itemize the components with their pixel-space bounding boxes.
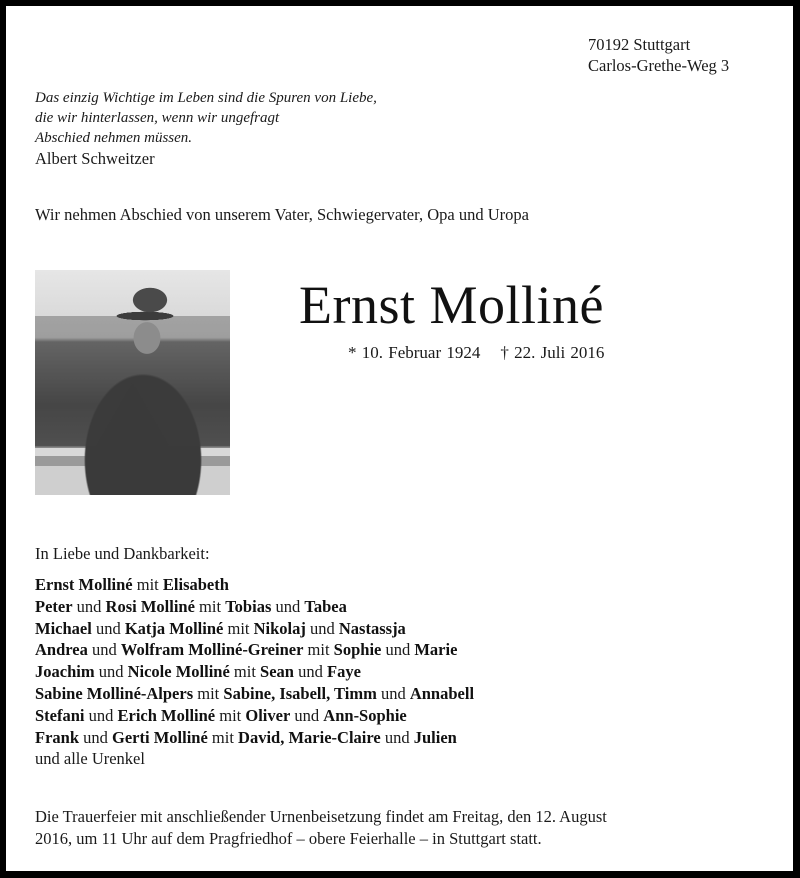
portrait-photo	[35, 270, 230, 495]
family-name: Tabea	[304, 596, 347, 616]
family-member-line	[35, 661, 474, 683]
connector-text: und	[381, 640, 415, 660]
family-member-line	[35, 727, 474, 749]
family-name: Elisabeth	[162, 575, 229, 594]
address-street: Carlos-Grethe-Weg 3	[588, 56, 730, 75]
quote-author: Albert Schweitzer	[35, 149, 155, 168]
quote-line: die wir hinterlassen, wenn wir ungefragt	[35, 110, 280, 126]
ceremony-line: Die Trauerfeier mit anschließender Urnenbeisetzung findet am Freitag, den 12. August	[35, 807, 607, 826]
family-member-line	[35, 596, 474, 618]
connector-text: und	[380, 727, 414, 747]
family-name: Tobias	[225, 596, 272, 616]
family-name: Peter	[35, 596, 73, 616]
connector-text: mit	[303, 640, 334, 660]
ceremony-line: 2016, um 11 Uhr auf dem Pragfriedhof – obere Feierhalle – in Stuttgart statt.	[35, 828, 542, 848]
family-name: Faye	[326, 662, 361, 682]
connector-text: mit	[207, 727, 239, 747]
connector-text: und	[271, 596, 305, 616]
deceased-name: Ernst Molliné	[299, 275, 604, 335]
connector-text: mit	[194, 596, 226, 616]
family-name: Sabine Molliné-Alpers	[35, 683, 194, 703]
connector-text: und	[94, 662, 128, 682]
intro-text: Wir nehmen Abschied von unserem Vater, Schwiegervater, Opa und Uropa	[35, 205, 529, 224]
quote-line: Das einzig Wichtige im Leben sind die Spuren von Liebe,	[35, 90, 377, 106]
family-name: David, Marie-Claire	[238, 727, 381, 747]
connector-text: und	[72, 596, 106, 616]
connector-text: mit	[223, 618, 254, 638]
death-date: † 22. Juli 2016	[500, 343, 605, 362]
family-name: Michael	[35, 618, 92, 638]
family-name: Katja Molliné	[124, 618, 224, 638]
family-member-line	[35, 748, 474, 770]
family-name: Oliver	[245, 705, 291, 725]
connector-text: und	[290, 705, 324, 725]
family-member-line	[35, 683, 474, 705]
connector-text: und	[79, 727, 113, 747]
family-member-line	[35, 574, 474, 596]
connector-text: und	[91, 618, 125, 638]
family-name: Marie	[414, 640, 458, 660]
connector-text: mit	[229, 662, 261, 682]
family-name: Frank	[35, 727, 80, 747]
quote-line: Abschied nehmen müssen.	[35, 130, 193, 146]
family-name: Stefani	[35, 705, 85, 725]
connector-text: mit	[215, 705, 246, 725]
photo-background-trees	[35, 316, 230, 446]
family-name: Rosi Molliné	[105, 596, 195, 616]
birth-date: * 10. Februar 1924	[348, 343, 481, 362]
family-name: Andrea	[35, 640, 88, 660]
connector-text: mit	[132, 575, 163, 594]
family-name: Nastassja	[338, 618, 406, 638]
family-member-line	[35, 618, 474, 640]
family-name: Gerti Molliné	[112, 727, 208, 747]
family-name: Annabell	[409, 683, 475, 703]
family-name: Erich Molliné	[117, 705, 216, 725]
family-name: Joachim	[35, 662, 95, 682]
life-dates	[348, 342, 604, 364]
address-city: 70192 Stuttgart	[588, 35, 691, 54]
connector-text: und	[87, 640, 121, 660]
family-member-line	[35, 705, 474, 727]
obituary-notice	[6, 6, 793, 871]
quote	[35, 88, 377, 148]
connector-text: und	[376, 683, 410, 703]
address-block	[588, 34, 729, 76]
family-name: Sophie	[333, 640, 382, 660]
connector-text: und alle Urenkel	[35, 749, 145, 769]
family-name: Julien	[413, 727, 457, 747]
family-name: Wolfram Molliné-Greiner	[120, 640, 304, 660]
family-name: Nicole Molliné	[127, 662, 230, 682]
family-name: Sabine, Isabell, Timm	[223, 683, 377, 703]
family-name: Ernst Molliné	[35, 575, 133, 594]
family-name: Ann-Sophie	[323, 705, 407, 725]
family-member-line	[35, 639, 474, 661]
family-name: Nikolaj	[253, 618, 306, 638]
connector-text: mit	[193, 683, 224, 703]
family-name: Sean	[260, 662, 294, 682]
connector-text: und	[84, 705, 118, 725]
connector-text: und	[305, 618, 339, 638]
family-list	[35, 574, 474, 770]
connector-text: und	[293, 662, 327, 682]
ceremony-info	[35, 806, 607, 849]
thanks-heading: In Liebe und Dankbarkeit:	[35, 544, 210, 563]
